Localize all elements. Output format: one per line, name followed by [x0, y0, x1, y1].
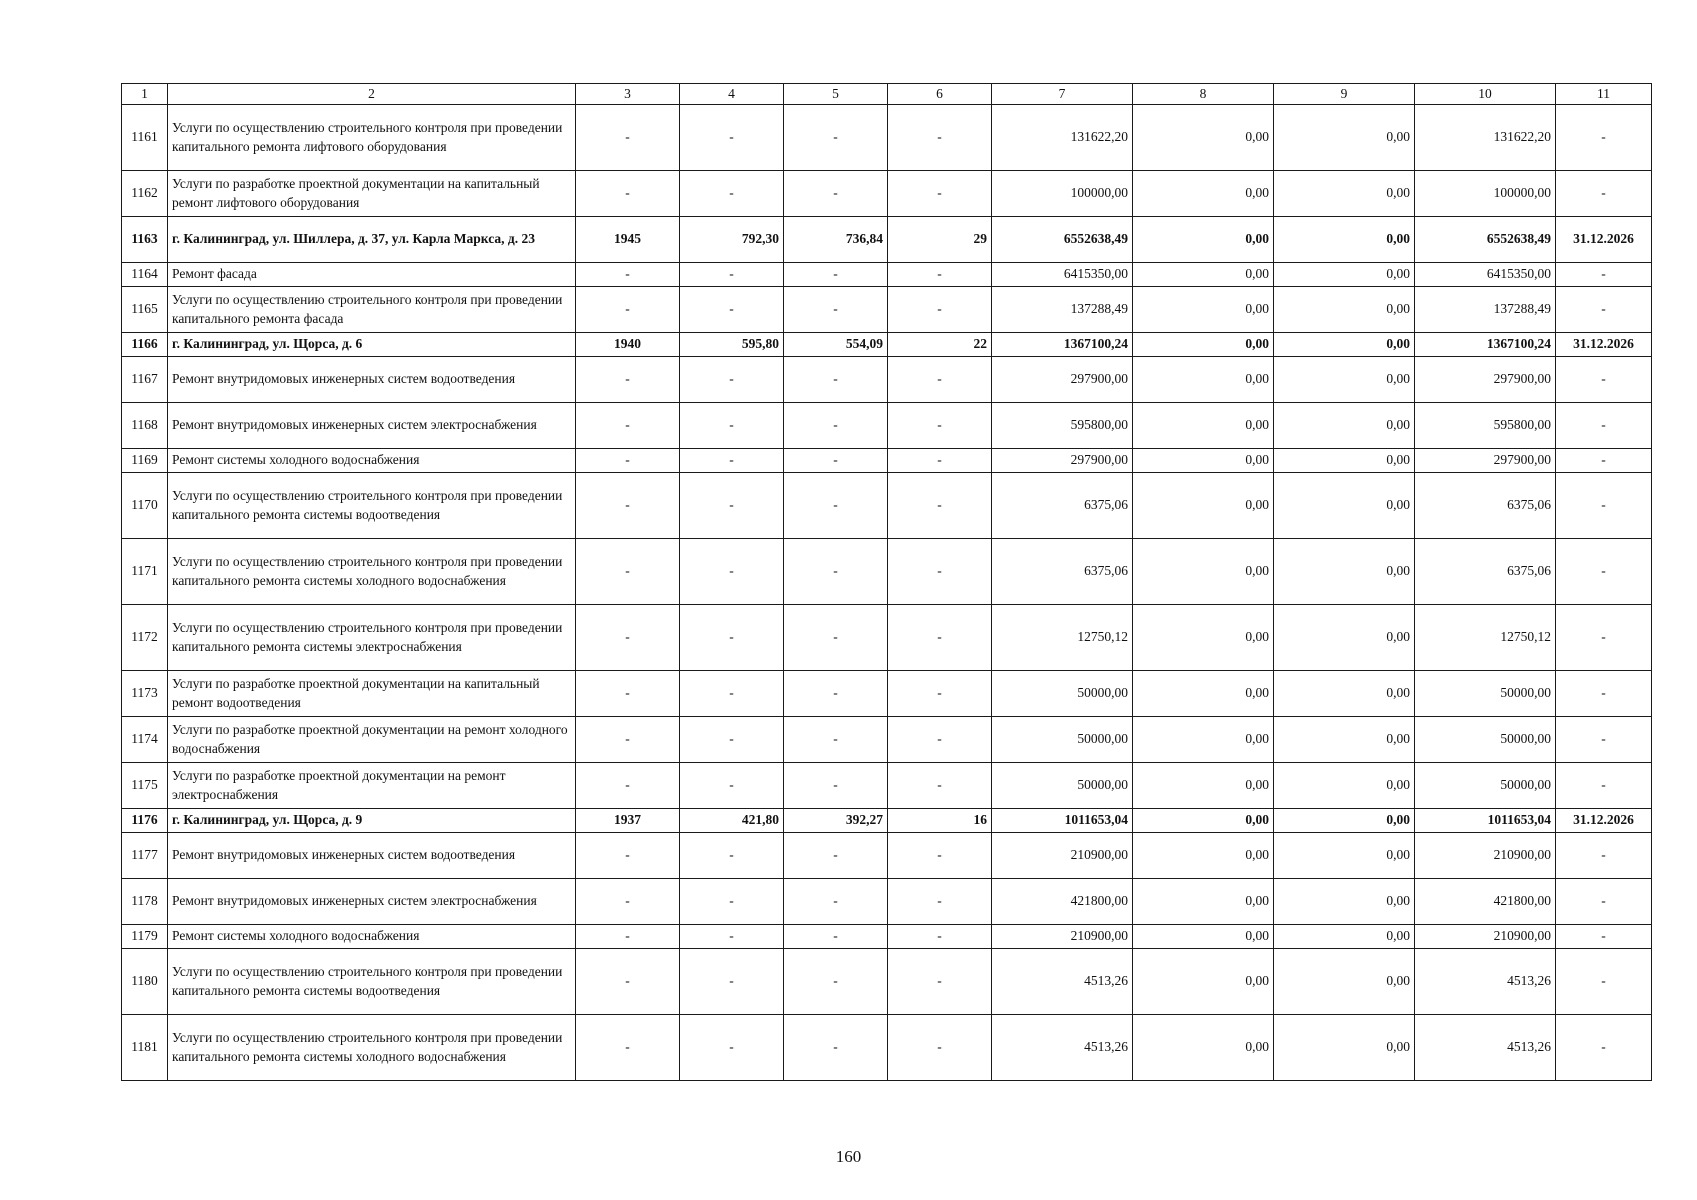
fund-cost-cell: 0,00 [1133, 217, 1274, 263]
total-cost-cell: 6415350,00 [992, 263, 1133, 287]
work-description-cell: Ремонт внутридомовых инженерных систем водоотведения [168, 833, 576, 879]
residents-count-cell: - [888, 671, 992, 717]
owners-cost-cell: 595800,00 [1415, 403, 1556, 449]
budget-cost-cell: 0,00 [1274, 717, 1415, 763]
fund-cost-cell: 0,00 [1133, 1015, 1274, 1081]
residents-count-cell: - [888, 171, 992, 217]
budget-cost-cell: 0,00 [1274, 949, 1415, 1015]
work-description-cell: Ремонт внутридомовых инженерных систем электроснабжения [168, 879, 576, 925]
commissioning-year-cell: - [576, 879, 680, 925]
column-header: 11 [1556, 84, 1652, 105]
residential-area-cell: - [784, 925, 888, 949]
column-header: 10 [1415, 84, 1556, 105]
fund-cost-cell: 0,00 [1133, 717, 1274, 763]
owners-cost-cell: 297900,00 [1415, 357, 1556, 403]
row-number-cell: 1163 [122, 217, 168, 263]
column-header: 2 [168, 84, 576, 105]
row-number-cell: 1170 [122, 473, 168, 539]
fund-cost-cell: 0,00 [1133, 879, 1274, 925]
residential-area-cell: - [784, 263, 888, 287]
owners-cost-cell: 210900,00 [1415, 925, 1556, 949]
completion-date-cell: - [1556, 925, 1652, 949]
fund-cost-cell: 0,00 [1133, 449, 1274, 473]
completion-date-cell: - [1556, 879, 1652, 925]
commissioning-year-cell: - [576, 925, 680, 949]
table-row [122, 879, 1652, 925]
completion-date-cell: 31.12.2026 [1556, 333, 1652, 357]
owners-cost-cell: 421800,00 [1415, 879, 1556, 925]
budget-cost-cell: 0,00 [1274, 539, 1415, 605]
work-description-cell: Ремонт внутридомовых инженерных систем водоотведения [168, 357, 576, 403]
residents-count-cell: - [888, 879, 992, 925]
completion-date-cell: - [1556, 263, 1652, 287]
fund-cost-cell: 0,00 [1133, 833, 1274, 879]
residents-count-cell: - [888, 539, 992, 605]
total-area-cell: - [680, 449, 784, 473]
work-description-cell: Услуги по осуществлению строительного контроля при проведении капитального ремонта фасада [168, 287, 576, 333]
total-area-cell: - [680, 105, 784, 171]
completion-date-cell: 31.12.2026 [1556, 809, 1652, 833]
total-area-cell: - [680, 403, 784, 449]
total-area-cell: - [680, 925, 784, 949]
commissioning-year-cell: - [576, 539, 680, 605]
commissioning-year-cell: 1937 [576, 809, 680, 833]
column-header: 7 [992, 84, 1133, 105]
commissioning-year-cell: - [576, 287, 680, 333]
table-row [122, 217, 1652, 263]
row-number-cell: 1169 [122, 449, 168, 473]
residential-area-cell: - [784, 403, 888, 449]
fund-cost-cell: 0,00 [1133, 473, 1274, 539]
row-number-cell: 1173 [122, 671, 168, 717]
total-cost-cell: 297900,00 [992, 449, 1133, 473]
total-area-cell: - [680, 717, 784, 763]
residential-area-cell: 392,27 [784, 809, 888, 833]
row-number-cell: 1168 [122, 403, 168, 449]
fund-cost-cell: 0,00 [1133, 333, 1274, 357]
table-row [122, 287, 1652, 333]
owners-cost-cell: 297900,00 [1415, 449, 1556, 473]
row-number-cell: 1174 [122, 717, 168, 763]
owners-cost-cell: 50000,00 [1415, 763, 1556, 809]
commissioning-year-cell: - [576, 1015, 680, 1081]
residents-count-cell: - [888, 449, 992, 473]
column-header-row [122, 84, 1652, 105]
residents-count-cell: - [888, 473, 992, 539]
work-description-cell: Услуги по разработке проектной документации на ремонт холодного водоснабжения [168, 717, 576, 763]
work-description-cell: Услуги по осуществлению строительного контроля при проведении капитального ремонта системы электроснабжения [168, 605, 576, 671]
completion-date-cell: - [1556, 949, 1652, 1015]
completion-date-cell: - [1556, 287, 1652, 333]
completion-date-cell: - [1556, 833, 1652, 879]
completion-date-cell: - [1556, 171, 1652, 217]
row-number-cell: 1161 [122, 105, 168, 171]
total-cost-cell: 297900,00 [992, 357, 1133, 403]
residential-area-cell: - [784, 105, 888, 171]
residential-area-cell: - [784, 287, 888, 333]
row-number-cell: 1176 [122, 809, 168, 833]
fund-cost-cell: 0,00 [1133, 925, 1274, 949]
table-row [122, 333, 1652, 357]
total-area-cell: 792,30 [680, 217, 784, 263]
owners-cost-cell: 137288,49 [1415, 287, 1556, 333]
total-cost-cell: 6375,06 [992, 539, 1133, 605]
residential-area-cell: - [784, 473, 888, 539]
residents-count-cell: - [888, 949, 992, 1015]
residential-area-cell: 554,09 [784, 333, 888, 357]
table-row [122, 925, 1652, 949]
table-row [122, 171, 1652, 217]
budget-cost-cell: 0,00 [1274, 263, 1415, 287]
total-cost-cell: 210900,00 [992, 833, 1133, 879]
row-number-cell: 1165 [122, 287, 168, 333]
budget-cost-cell: 0,00 [1274, 605, 1415, 671]
fund-cost-cell: 0,00 [1133, 949, 1274, 1015]
budget-cost-cell: 0,00 [1274, 449, 1415, 473]
residents-count-cell: - [888, 1015, 992, 1081]
budget-cost-cell: 0,00 [1274, 287, 1415, 333]
residents-count-cell: 22 [888, 333, 992, 357]
completion-date-cell: - [1556, 763, 1652, 809]
page-number: 160 [835, 1147, 862, 1166]
total-area-cell: - [680, 287, 784, 333]
residential-area-cell: - [784, 879, 888, 925]
residential-area-cell: - [784, 449, 888, 473]
column-header: 5 [784, 84, 888, 105]
completion-date-cell: - [1556, 1015, 1652, 1081]
owners-cost-cell: 1011653,04 [1415, 809, 1556, 833]
row-number-cell: 1179 [122, 925, 168, 949]
residential-area-cell: - [784, 833, 888, 879]
total-cost-cell: 6552638,49 [992, 217, 1133, 263]
residents-count-cell: - [888, 717, 992, 763]
fund-cost-cell: 0,00 [1133, 287, 1274, 333]
column-header: 1 [122, 84, 168, 105]
budget-cost-cell: 0,00 [1274, 171, 1415, 217]
residents-count-cell: - [888, 833, 992, 879]
residents-count-cell: - [888, 263, 992, 287]
work-description-cell: г. Калининград, ул. Щорса, д. 9 [168, 809, 576, 833]
fund-cost-cell: 0,00 [1133, 105, 1274, 171]
residential-area-cell: - [784, 671, 888, 717]
column-header: 8 [1133, 84, 1274, 105]
owners-cost-cell: 6375,06 [1415, 539, 1556, 605]
work-description-cell: Ремонт системы холодного водоснабжения [168, 449, 576, 473]
fund-cost-cell: 0,00 [1133, 809, 1274, 833]
commissioning-year-cell: - [576, 473, 680, 539]
budget-cost-cell: 0,00 [1274, 879, 1415, 925]
total-area-cell: - [680, 357, 784, 403]
commissioning-year-cell: - [576, 605, 680, 671]
budget-cost-cell: 0,00 [1274, 105, 1415, 171]
row-number-cell: 1164 [122, 263, 168, 287]
fund-cost-cell: 0,00 [1133, 671, 1274, 717]
table-row [122, 717, 1652, 763]
total-cost-cell: 4513,26 [992, 1015, 1133, 1081]
residents-count-cell: - [888, 287, 992, 333]
residential-area-cell: 736,84 [784, 217, 888, 263]
table-row [122, 357, 1652, 403]
budget-cost-cell: 0,00 [1274, 833, 1415, 879]
total-cost-cell: 12750,12 [992, 605, 1133, 671]
table-row [122, 949, 1652, 1015]
row-number-cell: 1178 [122, 879, 168, 925]
completion-date-cell: - [1556, 717, 1652, 763]
completion-date-cell: - [1556, 671, 1652, 717]
residential-area-cell: - [784, 763, 888, 809]
completion-date-cell: - [1556, 403, 1652, 449]
work-description-cell: г. Калининград, ул. Шиллера, д. 37, ул. Карла Маркса, д. 23 [168, 217, 576, 263]
commissioning-year-cell: - [576, 403, 680, 449]
total-cost-cell: 50000,00 [992, 763, 1133, 809]
residents-count-cell: - [888, 357, 992, 403]
owners-cost-cell: 210900,00 [1415, 833, 1556, 879]
row-number-cell: 1177 [122, 833, 168, 879]
total-area-cell: - [680, 949, 784, 1015]
owners-cost-cell: 50000,00 [1415, 671, 1556, 717]
column-header: 4 [680, 84, 784, 105]
owners-cost-cell: 4513,26 [1415, 949, 1556, 1015]
table-row [122, 263, 1652, 287]
completion-date-cell: 31.12.2026 [1556, 217, 1652, 263]
owners-cost-cell: 4513,26 [1415, 1015, 1556, 1081]
row-number-cell: 1166 [122, 333, 168, 357]
column-header: 9 [1274, 84, 1415, 105]
residential-area-cell: - [784, 357, 888, 403]
completion-date-cell: - [1556, 357, 1652, 403]
work-description-cell: Услуги по осуществлению строительного контроля при проведении капитального ремонта системы водоотведения [168, 473, 576, 539]
fund-cost-cell: 0,00 [1133, 763, 1274, 809]
completion-date-cell: - [1556, 539, 1652, 605]
residents-count-cell: - [888, 763, 992, 809]
total-area-cell: - [680, 879, 784, 925]
commissioning-year-cell: - [576, 105, 680, 171]
total-area-cell: - [680, 539, 784, 605]
commissioning-year-cell: - [576, 949, 680, 1015]
table-row [122, 833, 1652, 879]
budget-cost-cell: 0,00 [1274, 809, 1415, 833]
budget-cost-cell: 0,00 [1274, 403, 1415, 449]
table-row [122, 1015, 1652, 1081]
work-description-cell: Услуги по осуществлению строительного контроля при проведении капитального ремонта системы холодного водоснабжения [168, 539, 576, 605]
owners-cost-cell: 12750,12 [1415, 605, 1556, 671]
commissioning-year-cell: - [576, 357, 680, 403]
row-number-cell: 1172 [122, 605, 168, 671]
residential-area-cell: - [784, 605, 888, 671]
residents-count-cell: - [888, 925, 992, 949]
commissioning-year-cell: - [576, 833, 680, 879]
total-cost-cell: 4513,26 [992, 949, 1133, 1015]
total-cost-cell: 100000,00 [992, 171, 1133, 217]
work-description-cell: Услуги по разработке проектной документации на капитальный ремонт лифтового оборудования [168, 171, 576, 217]
column-header: 3 [576, 84, 680, 105]
budget-cost-cell: 0,00 [1274, 763, 1415, 809]
table-row [122, 671, 1652, 717]
work-description-cell: Услуги по осуществлению строительного контроля при проведении капитального ремонта лифтового оборудования [168, 105, 576, 171]
owners-cost-cell: 100000,00 [1415, 171, 1556, 217]
total-area-cell: - [680, 605, 784, 671]
commissioning-year-cell: 1940 [576, 333, 680, 357]
budget-cost-cell: 0,00 [1274, 217, 1415, 263]
budget-cost-cell: 0,00 [1274, 333, 1415, 357]
fund-cost-cell: 0,00 [1133, 171, 1274, 217]
table-row [122, 473, 1652, 539]
work-description-cell: Ремонт внутридомовых инженерных систем электроснабжения [168, 403, 576, 449]
total-area-cell: - [680, 263, 784, 287]
total-area-cell: - [680, 473, 784, 539]
table-row [122, 105, 1652, 171]
row-number-cell: 1171 [122, 539, 168, 605]
commissioning-year-cell: - [576, 671, 680, 717]
budget-cost-cell: 0,00 [1274, 1015, 1415, 1081]
owners-cost-cell: 6552638,49 [1415, 217, 1556, 263]
work-description-cell: Ремонт фасада [168, 263, 576, 287]
total-cost-cell: 50000,00 [992, 671, 1133, 717]
total-cost-cell: 1011653,04 [992, 809, 1133, 833]
total-cost-cell: 6375,06 [992, 473, 1133, 539]
total-area-cell: 595,80 [680, 333, 784, 357]
table-row [122, 449, 1652, 473]
total-area-cell: 421,80 [680, 809, 784, 833]
fund-cost-cell: 0,00 [1133, 605, 1274, 671]
budget-cost-cell: 0,00 [1274, 357, 1415, 403]
commissioning-year-cell: - [576, 449, 680, 473]
residential-area-cell: - [784, 171, 888, 217]
completion-date-cell: - [1556, 449, 1652, 473]
work-description-cell: Ремонт системы холодного водоснабжения [168, 925, 576, 949]
total-area-cell: - [680, 171, 784, 217]
budget-cost-cell: 0,00 [1274, 473, 1415, 539]
fund-cost-cell: 0,00 [1133, 263, 1274, 287]
total-cost-cell: 421800,00 [992, 879, 1133, 925]
commissioning-year-cell: - [576, 717, 680, 763]
owners-cost-cell: 131622,20 [1415, 105, 1556, 171]
residents-count-cell: - [888, 605, 992, 671]
table-row [122, 539, 1652, 605]
commissioning-year-cell: - [576, 171, 680, 217]
row-number-cell: 1162 [122, 171, 168, 217]
completion-date-cell: - [1556, 473, 1652, 539]
work-description-cell: Услуги по разработке проектной документации на капитальный ремонт водоотведения [168, 671, 576, 717]
completion-date-cell: - [1556, 105, 1652, 171]
work-description-cell: г. Калининград, ул. Щорса, д. 6 [168, 333, 576, 357]
row-number-cell: 1175 [122, 763, 168, 809]
residents-count-cell: 16 [888, 809, 992, 833]
work-description-cell: Услуги по разработке проектной документации на ремонт электроснабжения [168, 763, 576, 809]
repair-program-table [121, 83, 1652, 1081]
row-number-cell: 1181 [122, 1015, 168, 1081]
residential-area-cell: - [784, 949, 888, 1015]
completion-date-cell: - [1556, 605, 1652, 671]
owners-cost-cell: 6415350,00 [1415, 263, 1556, 287]
row-number-cell: 1180 [122, 949, 168, 1015]
fund-cost-cell: 0,00 [1133, 539, 1274, 605]
column-header: 6 [888, 84, 992, 105]
table-row [122, 809, 1652, 833]
owners-cost-cell: 50000,00 [1415, 717, 1556, 763]
row-number-cell: 1167 [122, 357, 168, 403]
budget-cost-cell: 0,00 [1274, 671, 1415, 717]
total-cost-cell: 210900,00 [992, 925, 1133, 949]
total-area-cell: - [680, 763, 784, 809]
total-cost-cell: 137288,49 [992, 287, 1133, 333]
budget-cost-cell: 0,00 [1274, 925, 1415, 949]
total-area-cell: - [680, 671, 784, 717]
residents-count-cell: 29 [888, 217, 992, 263]
work-description-cell: Услуги по осуществлению строительного контроля при проведении капитального ремонта системы водоотведения [168, 949, 576, 1015]
residents-count-cell: - [888, 403, 992, 449]
total-cost-cell: 50000,00 [992, 717, 1133, 763]
commissioning-year-cell: - [576, 763, 680, 809]
table-row [122, 403, 1652, 449]
commissioning-year-cell: - [576, 263, 680, 287]
fund-cost-cell: 0,00 [1133, 357, 1274, 403]
table-row [122, 763, 1652, 809]
total-area-cell: - [680, 1015, 784, 1081]
table-row [122, 605, 1652, 671]
residential-area-cell: - [784, 717, 888, 763]
residential-area-cell: - [784, 539, 888, 605]
total-cost-cell: 1367100,24 [992, 333, 1133, 357]
total-cost-cell: 595800,00 [992, 403, 1133, 449]
work-description-cell: Услуги по осуществлению строительного контроля при проведении капитального ремонта системы холодного водоснабжения [168, 1015, 576, 1081]
owners-cost-cell: 6375,06 [1415, 473, 1556, 539]
fund-cost-cell: 0,00 [1133, 403, 1274, 449]
owners-cost-cell: 1367100,24 [1415, 333, 1556, 357]
residential-area-cell: - [784, 1015, 888, 1081]
commissioning-year-cell: 1945 [576, 217, 680, 263]
residents-count-cell: - [888, 105, 992, 171]
total-area-cell: - [680, 833, 784, 879]
total-cost-cell: 131622,20 [992, 105, 1133, 171]
